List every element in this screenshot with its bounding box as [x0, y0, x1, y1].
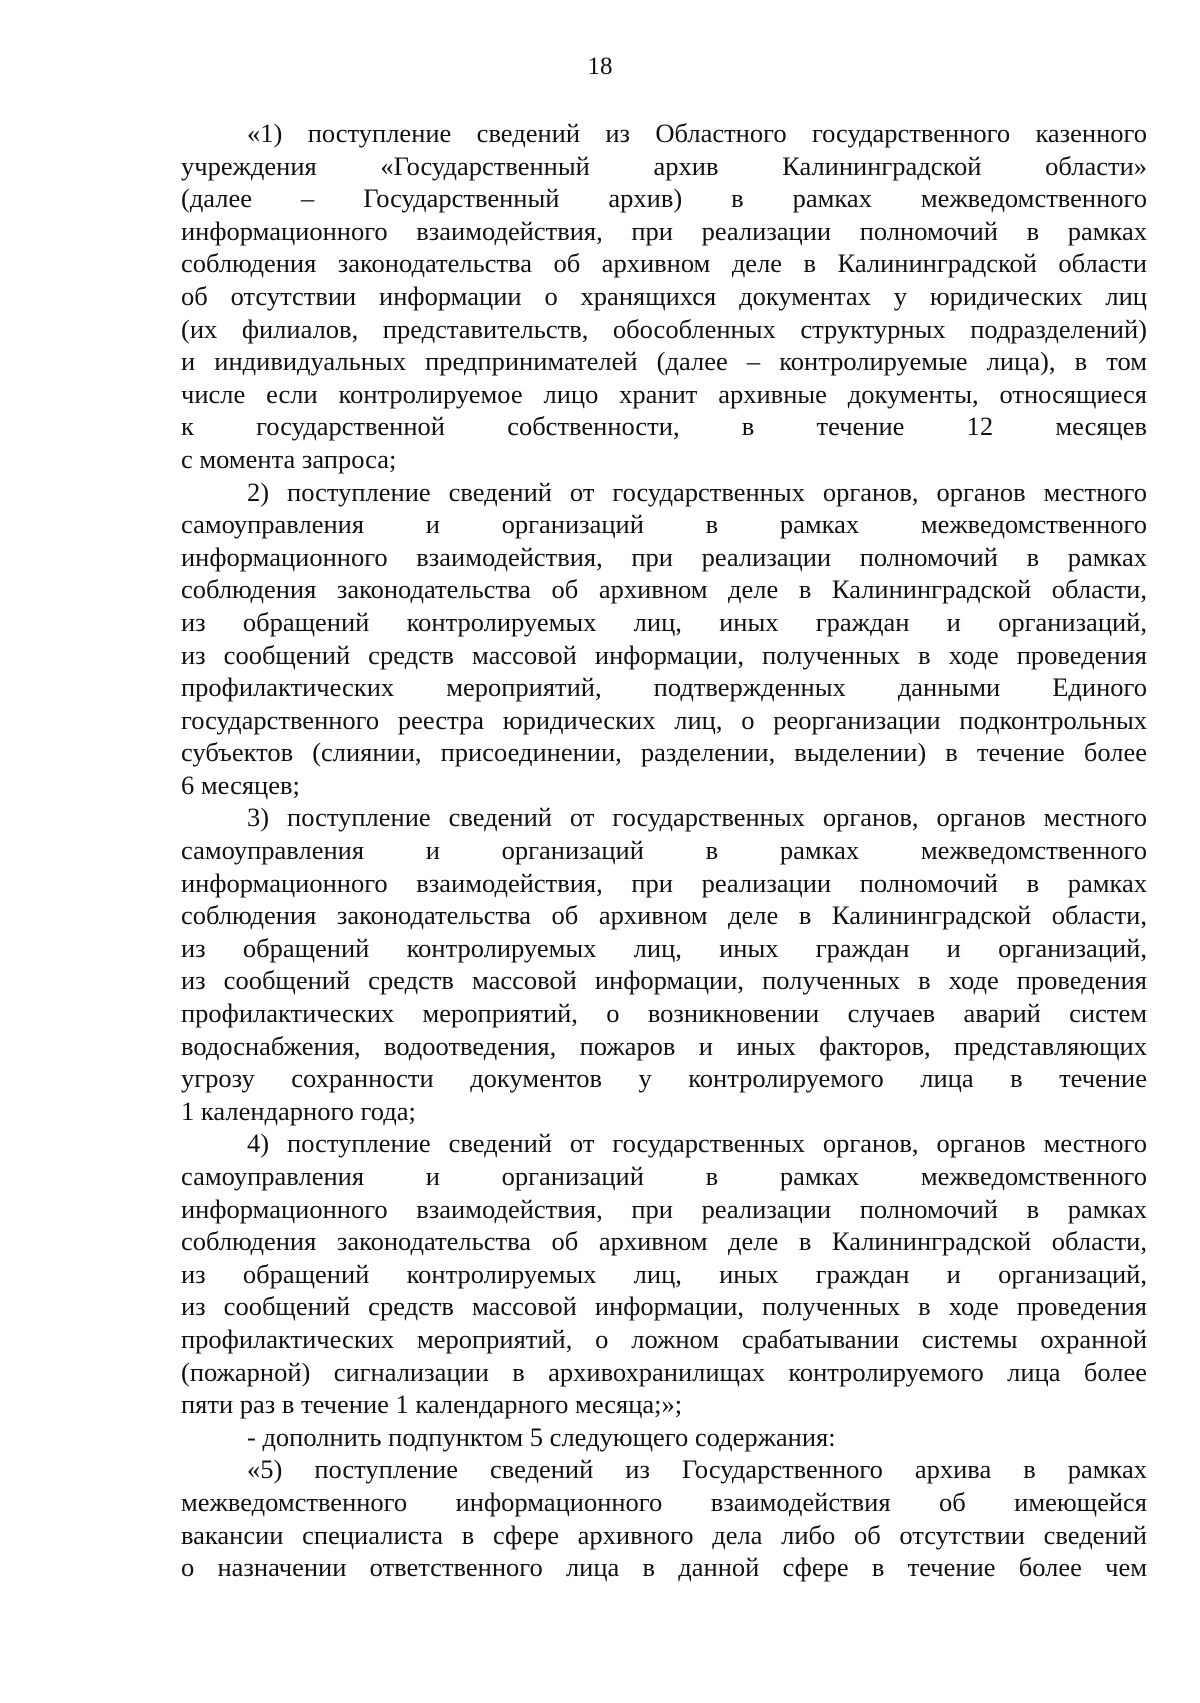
text-line: (далее – Государственный архив) в рамках межведомственного	[181, 183, 1147, 214]
text-line: профилактических мероприятий, о возникновении случаев аварий систем	[181, 998, 1147, 1029]
text-line: информационного взаимодействия, при реализации полномочий в рамках	[181, 867, 1147, 898]
text-line: учреждения «Государственный архив Калининградской области»	[181, 150, 1147, 181]
text-line: вакансии специалиста в сфере архивного дела либо об отсутствии сведений	[181, 1519, 1147, 1550]
text-line: межведомственного информационного взаимодействия об имеющейся	[181, 1486, 1147, 1517]
text-line: об отсутствии информации о хранящихся документах у юридических лиц	[181, 280, 1147, 311]
text-line: 6 месяцев;	[181, 769, 300, 800]
paragraph-p1	[181, 117, 1147, 476]
text-line: 3) поступление сведений от государственных органов, органов местного	[247, 802, 1147, 833]
text-line: соблюдения законодательства об архивном деле в Калининградской области	[181, 248, 1147, 279]
text-line: и индивидуальных предпринимателей (далее – контролируемые лица), в том	[181, 346, 1147, 377]
paragraph-p5	[181, 1421, 1147, 1454]
text-line: соблюдения законодательства об архивном деле в Калининградской области,	[181, 574, 1147, 605]
text-line: водоснабжения, водоотведения, пожаров и иных факторов, представляющих	[181, 1030, 1147, 1061]
text-line: (их филиалов, представительств, обособленных структурных подразделений)	[181, 313, 1147, 344]
text-line: из сообщений средств массовой информации, полученных в ходе проведения	[181, 1291, 1147, 1322]
text-line: из обращений контролируемых лиц, иных граждан и организаций,	[181, 1258, 1147, 1289]
text-line: - дополнить подпунктом 5 следующего содержания:	[247, 1421, 836, 1452]
paragraph-p6	[181, 1453, 1147, 1583]
paragraph-p2	[181, 476, 1147, 802]
text-line: информационного взаимодействия, при реализации полномочий в рамках	[181, 215, 1147, 246]
text-line: (пожарной) сигнализации в архивохранилищах контролируемого лица более	[181, 1356, 1147, 1387]
text-line: информационного взаимодействия, при реализации полномочий в рамках	[181, 541, 1147, 572]
page-number: 18	[587, 53, 613, 80]
text-line: 2) поступление сведений от государственных органов, органов местного	[247, 476, 1147, 507]
text-line: государственного реестра юридических лиц, о реорганизации подконтрольных	[181, 704, 1147, 735]
document-body	[181, 117, 1147, 1584]
paragraph-p3	[181, 801, 1147, 1127]
text-line: из сообщений средств массовой информации, полученных в ходе проведения	[181, 965, 1147, 996]
paragraph-p4	[181, 1127, 1147, 1420]
text-line: «1) поступление сведений из Областного государственного казенного	[247, 118, 1147, 148]
text-line: пяти раз в течение 1 календарного месяца;»;	[181, 1389, 683, 1420]
text-line: 1 календарного года;	[181, 1095, 416, 1126]
text-line: угрозу сохранности документов у контролируемого лица в течение	[181, 1063, 1147, 1094]
text-line: из обращений контролируемых лиц, иных граждан и организаций,	[181, 606, 1147, 637]
text-line: 4) поступление сведений от государственных органов, органов местного	[247, 1128, 1147, 1159]
text-line: «5) поступление сведений из Государственного архива в рамках	[247, 1454, 1147, 1485]
text-line: из сообщений средств массовой информации, полученных в ходе проведения	[181, 639, 1147, 670]
text-line: самоуправления и организаций в рамках межведомственного	[181, 509, 1147, 540]
text-line: из обращений контролируемых лиц, иных граждан и организаций,	[181, 932, 1147, 963]
text-line: к государственной собственности, в течение 12 месяцев	[181, 411, 1147, 442]
text-line: самоуправления и организаций в рамках межведомственного	[181, 1161, 1147, 1191]
text-line: числе если контролируемое лицо хранит архивные документы, относящиеся	[181, 378, 1147, 409]
text-line: соблюдения законодательства об архивном деле в Калининградской области,	[181, 900, 1147, 931]
text-line: с момента запроса;	[181, 443, 397, 474]
text-line: соблюдения законодательства об архивном деле в Калининградской области,	[181, 1226, 1147, 1257]
text-line: профилактических мероприятий, о ложном срабатывании системы охранной	[181, 1323, 1147, 1354]
text-line: о назначении ответственного лица в данной сфере в течение более чем	[181, 1552, 1147, 1583]
text-line: субъектов (слиянии, присоединении, разделении, выделении) в течение более	[181, 737, 1147, 768]
text-line: информационного взаимодействия, при реализации полномочий в рамках	[181, 1193, 1147, 1224]
text-line: профилактических мероприятий, подтвержденных данными Единого	[181, 672, 1147, 703]
text-line: самоуправления и организаций в рамках межведомственного	[181, 835, 1147, 866]
